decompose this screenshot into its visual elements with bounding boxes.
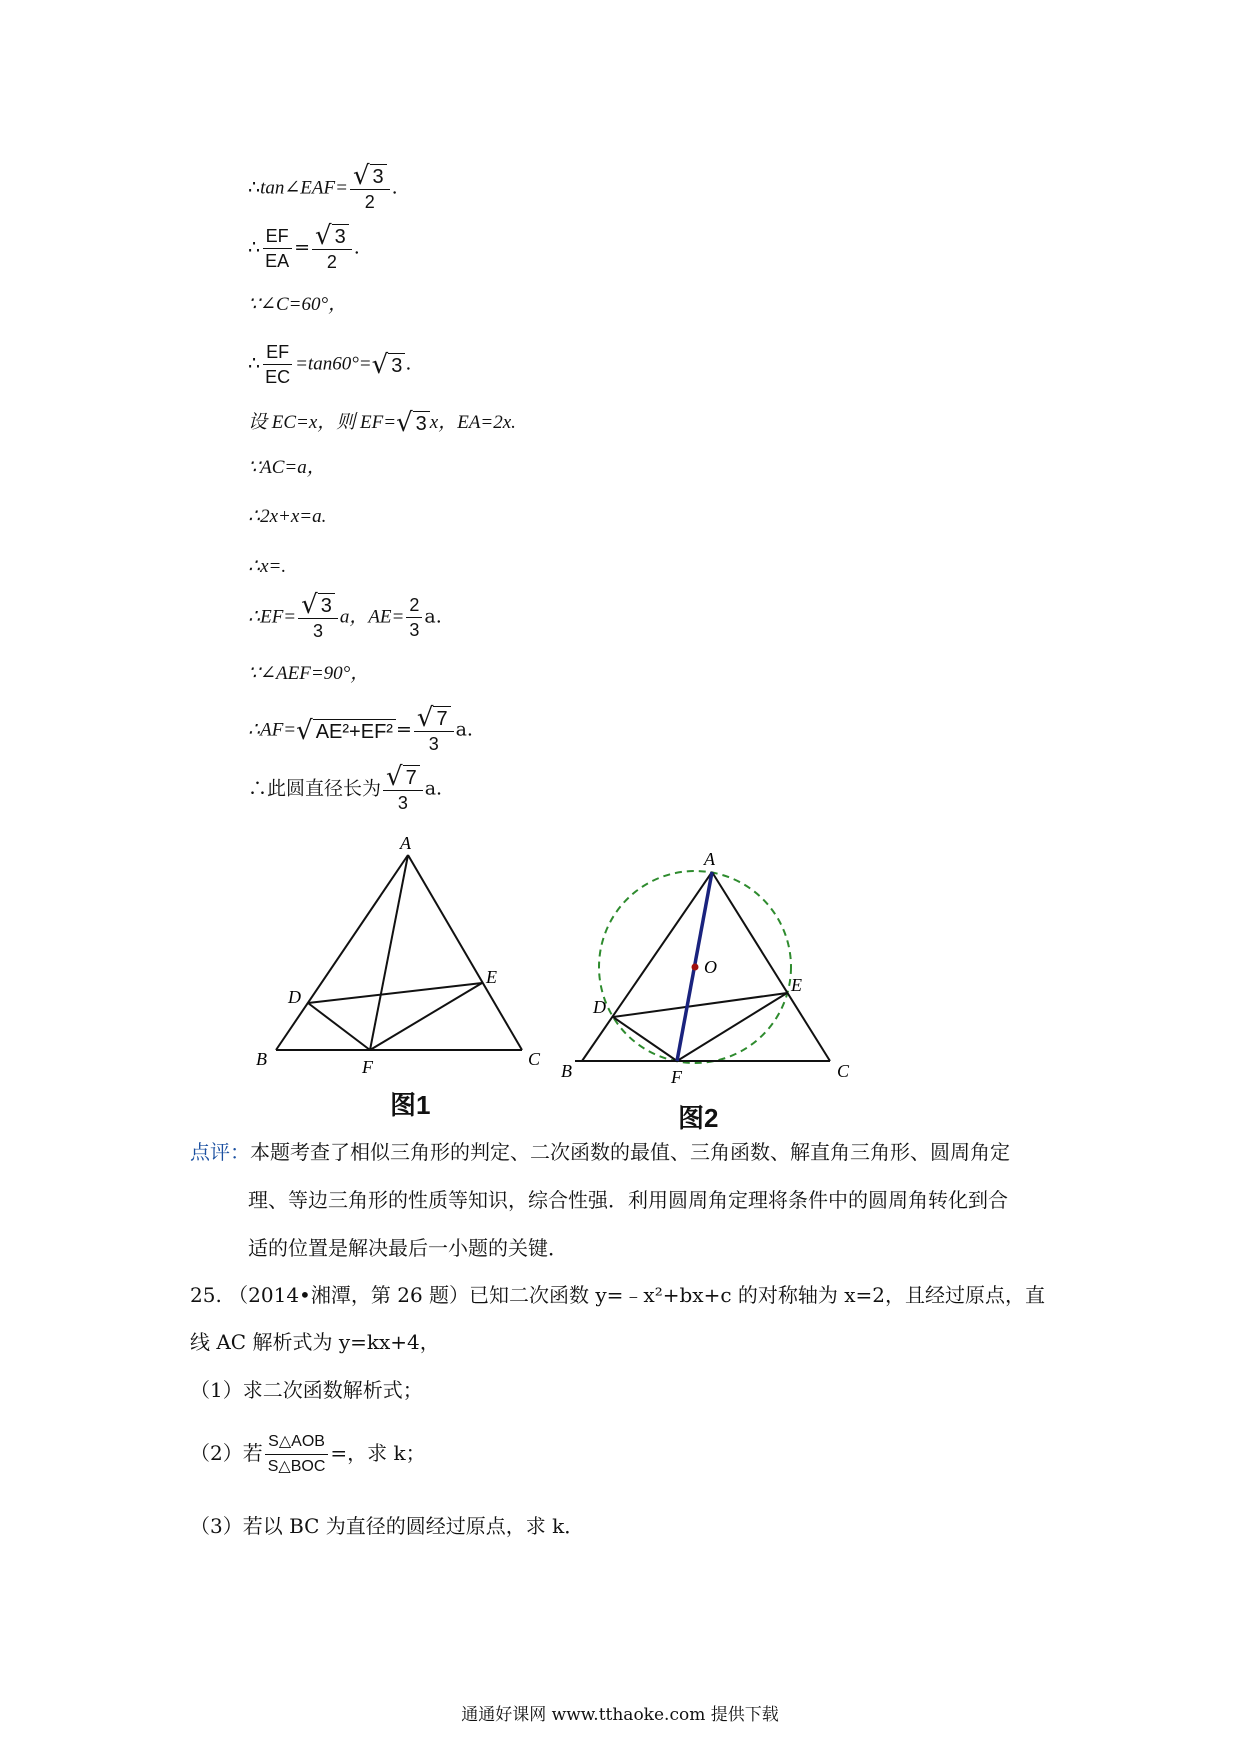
expr: ∴此圆直径长为 [248,777,382,800]
math-line-5 [248,410,516,436]
math-line-6: ∵AC=a， [248,457,326,478]
label-F: F [362,1057,373,1075]
figure-2-caption: 图2 [678,1103,719,1133]
radical: √ 3 [353,163,387,189]
math-line-8: ∴x=. [248,556,287,577]
math-line-12 [248,764,442,815]
fraction: √ 7 3 [383,764,423,815]
question-part-1: （1）求二次函数解析式； [190,1378,423,1402]
edge-AC [712,872,830,1061]
expr: a. [424,777,443,800]
math-line-4 [248,340,411,389]
edge-AC [408,855,522,1050]
center-point [692,964,699,971]
comment-line-1 [190,1140,1010,1164]
math-line-11 [248,705,473,756]
label-A: A [400,835,411,853]
math-line-9 [248,592,442,643]
period: . [405,352,412,375]
comment-line-2: 理、等边三角形的性质等知识，综合性强．利用圆周角定理将条件中的圆周角转化到合 [248,1188,1008,1212]
equals: = [395,718,412,741]
expr: ∴AF= [248,719,297,741]
segment-DE [613,993,787,1017]
label-B: B [561,1061,572,1081]
comment-text: 本题考查了相似三角形的判定、二次函数的最值、三角函数、解直角三角形、圆周角定 [250,1140,1010,1164]
fraction: $\frac{EF}{EA}$ [262,224,292,273]
page-footer: 通通好课网 www.tthaoke.com 提供下载 [461,1705,779,1725]
radical: √ 3 [396,410,430,436]
part2-suffix: =，求 k； [330,1441,426,1465]
segment-DE [308,983,482,1003]
expr: x，EA=2x. [429,412,516,433]
label-D: D [288,987,301,1007]
segment-DF [613,1017,677,1061]
label-E: E [791,975,802,995]
segment-DF [308,1003,370,1050]
figure-1 [250,835,550,1075]
expr: =tan60°= [295,353,372,375]
math-line-3: ∵∠C=60°， [248,294,348,315]
figure-1-caption: 图1 [390,1090,431,1120]
therefore-symbol: ∴ [248,176,261,199]
math-line-10: ∵∠AEF=90°， [248,663,370,684]
label-B: B [256,1049,267,1069]
expr: a，AE= [339,606,405,628]
expr: ∴EF= [248,606,297,628]
label-C: C [528,1049,541,1069]
math-line-2 [248,223,360,274]
comment-line-3: 适的位置是解决最后一小题的关键． [248,1236,568,1260]
part2-prefix: （2）若 [190,1441,263,1465]
math-line-1 [248,163,398,214]
expr: tan∠EAF= [260,177,348,199]
question-part-3: （3）若以 BC 为直径的圆经过原点，求 k． [190,1514,585,1538]
label-A: A [704,849,715,869]
label-F: F [671,1067,682,1085]
label-D: D [593,997,606,1017]
fraction: $\frac{EF}{EC}$ [265,342,291,387]
label-E: E [486,967,497,987]
expr: a. [455,718,473,741]
label-C: C [837,1061,850,1081]
figure-2 [555,845,865,1085]
radical: √ 3 [372,352,406,378]
expr: a. [424,605,442,628]
question-line-2: 线 AC 解析式为 y=kx+4， [190,1330,440,1354]
math-line-7: ∴2x+x=a. [248,506,327,527]
fraction: √ 7 3 [414,705,454,756]
area-ratio-fraction: $\frac{\text{S△AOB}}{\text{S△BOC}}$ [265,1430,329,1479]
figure-2-diagram [555,845,865,1085]
therefore-symbol: ∴ [248,236,261,259]
question-line-1: 25. （2014•湘潭，第 26 题）已知二次函数 y=﹣x²+bx+c 的对称轴为 x=2，且经过原点，直 [190,1283,1046,1307]
period: . [353,236,360,259]
comment-tag: 点评： [190,1140,250,1164]
equals: = [294,236,311,259]
question-part-2 [190,1430,426,1479]
therefore-symbol: ∴ [248,352,261,375]
fraction: √ 3 2 [312,223,352,274]
fraction: $\frac{2}{3}$ [406,593,422,642]
fraction: √ 3 3 [298,592,338,643]
label-O: O [704,957,717,977]
figure-1-diagram [250,835,550,1075]
fraction: √ 3 2 [350,163,390,214]
expr: 设 EC=x，则 EF= [248,412,397,433]
radical: √ AE²+EF² [296,718,396,744]
period: . [391,176,398,199]
